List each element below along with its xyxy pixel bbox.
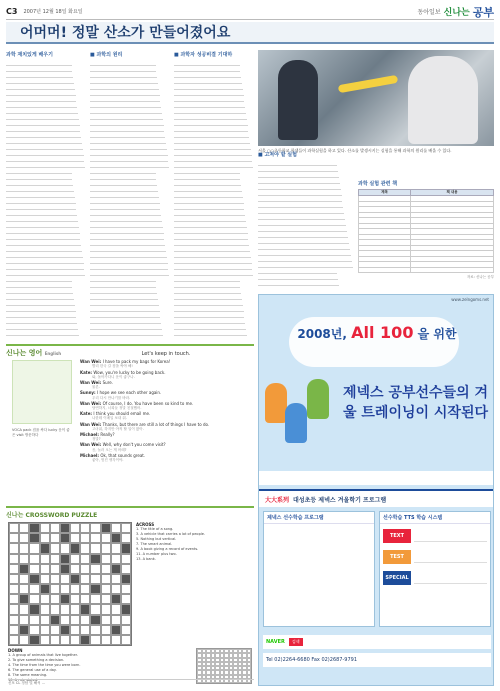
crossword-cell (29, 604, 39, 614)
table-footnote: 자료: 신나는 공부 (466, 275, 494, 279)
english-vocab: VOCA pack 짐을 싸다 lucky 운이 좋은 visit 방문하다 (12, 428, 70, 437)
crossword-cell[interactable] (70, 604, 80, 614)
english-section (6, 344, 254, 502)
down-clue: 2. To give something a decision. (8, 658, 65, 662)
brand-sun: 신나는 (443, 8, 470, 18)
crossword-cell[interactable] (101, 615, 111, 625)
down-clue: 8. The same meaning. (8, 673, 48, 677)
english-tag-small: English (44, 351, 62, 356)
crossword-footer: 신포 CL 정답 및 해석 ... (8, 679, 254, 686)
crossword-cell[interactable] (70, 523, 80, 533)
crossword-cell[interactable] (29, 564, 39, 574)
crossword-cell[interactable] (101, 594, 111, 604)
down-clue: 10. A rule stated. (8, 678, 39, 682)
english-dialog (80, 352, 252, 463)
photo-person (408, 56, 478, 144)
dialog-speaker: Kate: (80, 369, 94, 375)
across-clue: 3. A vehicle that carries a lot of people. (136, 532, 206, 536)
crossword-cell (29, 523, 39, 533)
crossword-cell[interactable] (111, 584, 121, 594)
crossword-cell[interactable] (111, 604, 121, 614)
table-cell (411, 267, 494, 273)
dialog-title: Let's keep in touch. (141, 351, 191, 357)
crossword-cell[interactable] (101, 533, 111, 543)
crossword-cell[interactable] (70, 564, 80, 574)
crossword-cell[interactable] (101, 543, 111, 553)
crossword-cell[interactable] (40, 625, 50, 635)
crossword-cell[interactable] (19, 533, 29, 543)
crossword-cell[interactable] (40, 594, 50, 604)
dialog-english: Ok, that sounds great. (100, 452, 146, 458)
headline-banner (6, 22, 494, 44)
crossword-cell[interactable] (90, 594, 100, 604)
down-clues (8, 648, 132, 683)
ad-badge-row (383, 548, 487, 566)
crossword-cell[interactable] (9, 615, 19, 625)
crossword-cell[interactable] (50, 533, 60, 543)
dialog-speaker: Wan Wei: (80, 400, 103, 406)
article-column-4 (258, 150, 354, 290)
across-heading: ACROSS (136, 522, 155, 527)
brand-gongbu: 공부 (472, 5, 494, 19)
article-body-lines (258, 160, 354, 286)
ad-kids-illustration (265, 373, 335, 463)
ad-box-left (263, 511, 375, 627)
crossword-cell (29, 574, 39, 584)
ad-box-right (379, 511, 491, 627)
kid-figure (265, 383, 287, 423)
crossword-cell[interactable] (121, 523, 131, 533)
book-table-grid (358, 189, 494, 273)
across-clue: 11. A number plus two. (136, 552, 177, 556)
dialog-korean: 당연하지, 너희들 정말 친절했어. (92, 406, 142, 411)
crossword-cell (121, 543, 131, 553)
dialog-english: Thanks, but there are still a lot of things I have to do. (102, 421, 210, 427)
crossword-cell[interactable] (29, 543, 39, 553)
text-line (258, 280, 339, 286)
crossword-cell (19, 594, 29, 604)
article-photo (258, 50, 494, 146)
across-clues (136, 522, 254, 562)
crossword-cell (40, 584, 50, 594)
english-tag (6, 348, 61, 358)
dialog-korean: 좋아, 멋진 생각이야. (92, 458, 124, 463)
crossword-cell[interactable] (9, 533, 19, 543)
crossword-cell[interactable] (9, 564, 19, 574)
masthead-brand[interactable] (417, 4, 494, 20)
kid-figure (285, 403, 307, 443)
text-line (90, 330, 163, 336)
crossword-cell[interactable] (80, 625, 90, 635)
crossword-cell[interactable] (19, 574, 29, 584)
dialog-korean: 우리 다시 만나기를 바라. (92, 395, 131, 400)
crossword-cell[interactable] (19, 554, 29, 564)
crossword-cell[interactable] (121, 554, 131, 564)
english-cartoon (12, 360, 72, 424)
crossword-cell[interactable] (60, 574, 70, 584)
crossword-cell[interactable] (80, 543, 90, 553)
crossword-cell[interactable] (101, 635, 111, 645)
search-button[interactable]: 검색 (289, 638, 303, 646)
naver-logo: NAVER (266, 639, 285, 645)
crossword-cell[interactable] (50, 584, 60, 594)
dialog-english: Sure. (102, 380, 113, 386)
down-clue: 4. The time from the time you were born. (8, 663, 81, 667)
crossword-cell[interactable] (50, 523, 60, 533)
crossword-cell (19, 564, 29, 574)
crossword-cell[interactable] (9, 574, 19, 584)
crossword-cell[interactable] (90, 523, 100, 533)
crossword-cell[interactable] (60, 635, 70, 645)
crossword-grid[interactable] (8, 522, 132, 646)
crossword-cell[interactable] (40, 533, 50, 543)
crossword-cell[interactable] (121, 615, 131, 625)
crossword-cell[interactable] (29, 594, 39, 604)
ad-url[interactable]: www.zelngoms.net (451, 297, 489, 302)
across-clue: 7. The smart animal. (136, 542, 173, 546)
dialog-english: I hope we see each other again. (97, 390, 162, 396)
article-body-lines (174, 60, 254, 336)
down-heading: DOWN (8, 648, 23, 653)
section-number: C3 (6, 7, 18, 16)
kid-figure (307, 379, 329, 419)
crossword-cell[interactable] (50, 594, 60, 604)
dialog-korean: 고마워, 하지만 아직 할 일이 많아. (92, 426, 144, 431)
crossword-cell (111, 625, 121, 635)
crossword-cell[interactable] (50, 554, 60, 564)
crossword-cell[interactable] (70, 615, 80, 625)
crossword-cell[interactable] (40, 604, 50, 614)
crossword-cell[interactable] (111, 523, 121, 533)
crossword-cell[interactable] (60, 543, 70, 553)
article-column-3 (174, 50, 254, 340)
crossword-cell[interactable] (80, 574, 90, 584)
dialog-korean: 나한테 이메일 보내 줘. (92, 416, 127, 421)
table-row (359, 267, 494, 273)
article-subheading: ■ 고쳐야 할 실험 (258, 152, 297, 158)
badge-special: SPECIAL (383, 571, 411, 585)
crossword-cell[interactable] (40, 523, 50, 533)
across-clue: 1. The title of a song. (136, 527, 174, 531)
crossword-cell[interactable] (80, 584, 90, 594)
ad-year-line (259, 323, 494, 342)
crossword-cell[interactable] (121, 584, 131, 594)
crossword-cell[interactable] (121, 564, 131, 574)
crossword-cell[interactable] (101, 564, 111, 574)
dialog-speaker: Michael: (80, 432, 101, 438)
crossword-cell[interactable] (121, 635, 131, 645)
ad-year: 2008년, (297, 327, 347, 341)
ad-all100: All 100 (351, 323, 414, 342)
crossword-cell[interactable] (50, 635, 60, 645)
crossword-cell (60, 625, 70, 635)
crossword-cell (19, 625, 29, 635)
crossword-cell[interactable] (19, 584, 29, 594)
crossword-cell[interactable] (9, 584, 19, 594)
crossword-cell[interactable] (19, 523, 29, 533)
crossword-cell[interactable] (111, 554, 121, 564)
crossword-cell[interactable] (50, 574, 60, 584)
crossword-cell[interactable] (121, 533, 131, 543)
down-clue: 1. A group of animals that live together. (8, 653, 78, 657)
crossword-cell[interactable] (40, 615, 50, 625)
crossword-cell (111, 533, 121, 543)
crossword-cell (60, 533, 70, 543)
crossword-cell[interactable] (90, 635, 100, 645)
dialog-speaker: Wan Wei: (80, 380, 103, 386)
dialog-korean: 음, 놀러 오는 게 어때? (92, 447, 127, 452)
dialog-english: I think you should email me. (93, 411, 151, 417)
ad-search-bar[interactable] (263, 635, 491, 649)
crossword-cell[interactable] (90, 625, 100, 635)
crossword-cell[interactable] (101, 584, 111, 594)
crossword-cell[interactable] (70, 533, 80, 543)
advertisement[interactable] (258, 294, 494, 686)
table-cell (359, 267, 411, 273)
down-clue: 6. The general use of a day. (8, 668, 57, 672)
crossword-cell (111, 564, 121, 574)
crossword-cell[interactable] (111, 543, 121, 553)
crossword-cell[interactable] (40, 564, 50, 574)
ad-program-logo: 大大系列 (265, 496, 290, 504)
across-clue: 5. Nothing but vertical. (136, 537, 177, 541)
crossword-cell (80, 635, 90, 645)
crossword-cell[interactable] (29, 625, 39, 635)
crossword-cell (60, 594, 70, 604)
dialog-korean: 빨리 한국 갈 짐을 싸야 해! (92, 364, 133, 369)
crossword-title: 신나는 CROSSWORD PUZZLE (6, 512, 98, 519)
article-body-lines (90, 60, 170, 336)
dialog-english: Of course, I do. You have been so kind to me. (102, 400, 194, 406)
ad-year-post: 을 위한 (417, 327, 457, 341)
crossword-cell[interactable] (90, 533, 100, 543)
crossword-cell (50, 615, 60, 625)
crossword-cell[interactable] (80, 523, 90, 533)
ad-strip-text (259, 471, 494, 485)
text-line (6, 330, 79, 336)
crossword-cell[interactable] (50, 625, 60, 635)
ad-phone: Tel 02)2264-6680 Fax 02)2687-9791 (263, 653, 491, 667)
crossword-cell[interactable] (29, 554, 39, 564)
crossword-cell[interactable] (70, 594, 80, 604)
crossword-cell[interactable] (80, 533, 90, 543)
crossword-cell[interactable] (121, 594, 131, 604)
crossword-cell[interactable] (101, 574, 111, 584)
crossword-cell[interactable] (111, 635, 121, 645)
ad-badge-row (383, 569, 487, 587)
ad-badge-row (383, 527, 487, 545)
crossword-cell[interactable] (90, 574, 100, 584)
crossword-cell[interactable] (9, 523, 19, 533)
photo-tube (338, 75, 398, 93)
crossword-cell (121, 574, 131, 584)
article-subheading: ■ 과학자 성공비결 기대하 (174, 52, 233, 58)
crossword-cell (90, 615, 100, 625)
article-subheading: ■ 과학의 원리 (90, 52, 123, 58)
crossword-cell[interactable] (101, 625, 111, 635)
ad-box-heading: 제넥스 선수학습 프로그램 (264, 512, 374, 524)
crossword-cell[interactable] (9, 625, 19, 635)
crossword-cell[interactable] (9, 594, 19, 604)
article-body-lines (6, 60, 86, 336)
page-header (6, 4, 494, 20)
article-column-1 (6, 50, 86, 340)
dialog-english: I have to pack my bags for Korea! (102, 359, 171, 365)
crossword-cell[interactable] (90, 604, 100, 614)
crossword-cell[interactable] (70, 635, 80, 645)
crossword-cell (40, 543, 50, 553)
crossword-section (6, 506, 254, 686)
crossword-cell[interactable] (111, 574, 121, 584)
crossword-cell (80, 604, 90, 614)
crossword-cell[interactable] (40, 574, 50, 584)
crossword-cell[interactable] (80, 564, 90, 574)
across-clue: 13. A bank. (136, 557, 156, 561)
table-header: 책 내용 (411, 190, 494, 196)
crossword-cell[interactable] (101, 604, 111, 614)
table-title: 과학 실험 관련 책 (358, 181, 398, 187)
crossword-cell[interactable] (101, 554, 111, 564)
crossword-cell[interactable] (70, 584, 80, 594)
crossword-cell[interactable] (40, 635, 50, 645)
crossword-cell (90, 584, 100, 594)
crossword-cell[interactable] (50, 543, 60, 553)
crossword-cell (29, 533, 39, 543)
photo-caption: 서울 ○○초등학교 학생들이 과학실험을 하고 있다. 산소를 발생시키는 실험을 통해 과학의 원리를 배울 수 있다. (258, 148, 452, 153)
dialog-korean: 물론. (92, 385, 100, 390)
newspaper-name: 동아일보 (417, 9, 441, 16)
dialog-korean: 정말? (92, 437, 101, 442)
across-clue: 9. A book giving a record of events. (136, 547, 199, 551)
crossword-cell (70, 543, 80, 553)
ad-slogan: 제넥스 공부선수들의 겨울 트레이닝이 시작된다 (343, 385, 488, 421)
crossword-cell[interactable] (29, 584, 39, 594)
crossword-cell[interactable] (80, 554, 90, 564)
crossword-cell[interactable] (80, 594, 90, 604)
dialog-speaker: Wan Wei: (80, 442, 103, 448)
crossword-cell[interactable] (70, 625, 80, 635)
ad-program-bar (259, 489, 494, 507)
article-subheading: 과학 재치있게 배우기 (6, 52, 53, 58)
crossword-cell[interactable] (19, 543, 29, 553)
crossword-cell[interactable] (80, 615, 90, 625)
article-column-2 (90, 50, 170, 340)
crossword-cell (60, 523, 70, 533)
table-header: 제목 (359, 190, 411, 196)
badge-text: TEXT (383, 529, 411, 543)
headline-title: 어머머! 정말 산소가 만들어졌어요 (20, 25, 231, 41)
ad-program-title: 대성초등 제넥스 겨울학기 프로그램 (293, 496, 387, 504)
dialog-korean: 와, 돌아가다니 운이 좋구나. (92, 374, 135, 379)
crossword-cell[interactable] (90, 543, 100, 553)
crossword-cell (121, 604, 131, 614)
dialog-english: Well, why don't you come visit? (102, 442, 166, 448)
dialog-speaker: Wan Wei: (80, 421, 103, 427)
crossword-cell[interactable] (19, 615, 29, 625)
crossword-cell[interactable] (40, 554, 50, 564)
crossword-cell (111, 594, 121, 604)
crossword-cell[interactable] (111, 615, 121, 625)
crossword-cell (101, 523, 111, 533)
crossword-cell (90, 554, 100, 564)
crossword-cell[interactable] (9, 543, 19, 553)
crossword-cell[interactable] (60, 584, 70, 594)
crossword-cell[interactable] (9, 635, 19, 645)
dialog-speaker: Sunny: (80, 390, 98, 396)
crossword-cell[interactable] (50, 604, 60, 614)
crossword-cell[interactable] (9, 554, 19, 564)
crossword-cell (60, 554, 70, 564)
crossword-cell[interactable] (29, 615, 39, 625)
photo-person (278, 60, 318, 140)
dialog-speaker: Kate: (80, 411, 94, 417)
crossword-cell[interactable] (60, 604, 70, 614)
crossword-cell (29, 635, 39, 645)
ad-box-heading: 선수학습 TTS 학습 시스템 (380, 512, 490, 524)
crossword-cell[interactable] (9, 604, 19, 614)
badge-test: TEST (383, 550, 411, 564)
dialog-speaker: Michael: (80, 452, 101, 458)
issue-date: 2007년 12월 18일 화요일 (23, 9, 83, 15)
crossword-cell (70, 574, 80, 584)
text-line (174, 330, 247, 336)
crossword-cell[interactable] (50, 564, 60, 574)
dialog-speaker: Wan Wei: (80, 359, 103, 365)
crossword-cell[interactable] (90, 564, 100, 574)
crossword-cell[interactable] (121, 625, 131, 635)
english-tag-label: 신나는 영어 (6, 349, 43, 357)
dialog-english: Wow, you're lucky to be going back. (93, 369, 166, 375)
book-table (358, 180, 494, 290)
crossword-cell[interactable] (60, 615, 70, 625)
crossword-cell[interactable] (19, 604, 29, 614)
crossword-cell (60, 564, 70, 574)
crossword-cell[interactable] (70, 554, 80, 564)
dialog-english: Really? (100, 432, 115, 438)
crossword-cell[interactable] (19, 635, 29, 645)
